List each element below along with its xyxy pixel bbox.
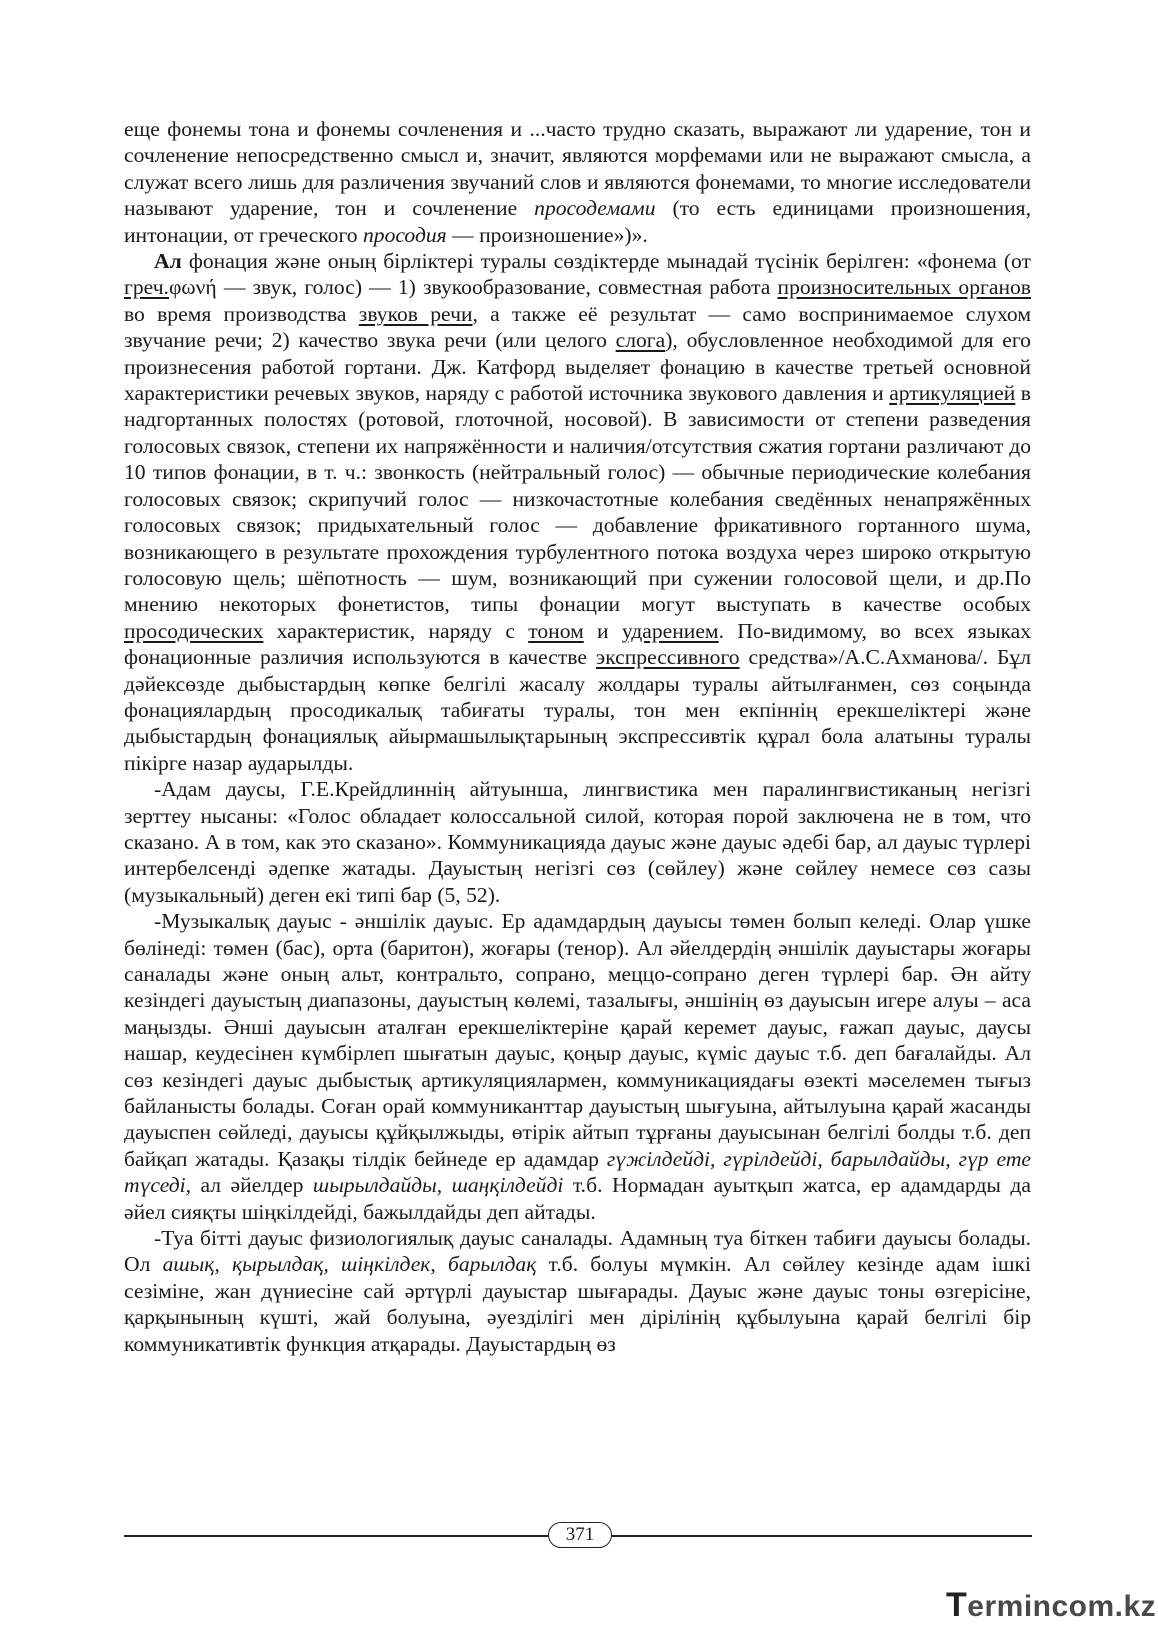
text-run: -Туа бітті дауыс физиологиялық дауыс саналады. Адамның туа біткен табиғи дауысы болады. Ол xyxy=(124,1226,1031,1277)
footer-rule-right xyxy=(612,1535,1032,1537)
text-run: φωνή — звук, голос) — 1) звукообразование, совместная работа xyxy=(168,275,778,300)
text-run: -Музыкалық дауыс - әншілік дауыс. Ер адамдардың дауысы төмен болып келеді. Олар үшке бөлінеді: төмен (бас), орта (баритон), жоғары (тенор). Ал әйелдердің әншілік дауыстары жоғары саналады және оның альт, контральто, сопрано, меццо-сопрано деген түрлері бар. Ән айту кезіндегі дауыстың диапазоны, дауыстың көлемі, тазалығы, әншінің өз дауысын игере алуы – аса маңызды. Әнші дауысын аталған ерекшеліктеріне қарай керемет дауыс, ғажап дауыс, даусы нашар, кеудесінен күмбірлеп шығатын дауыс, қоңыр дауыс, күміс дауыс т.б. деп бағалайды. Ал сөз кезіндегі дауыс дыбыстық артикуляциялармен, коммуникациядағы өзекті мәселемен тығыз байланысты болады. Соған орай коммуниканттар дауыстың шығуына, айтылуына қарай жасанды дауыспен сөйледі, дауысы құйқылжыды, өтірік айтып тұрғаны дауысынан белгілі болды т.б. деп байқап жатады. Қазақы тілдік бейнеде ер адамдар xyxy=(124,909,1031,1171)
italic-term: просодия xyxy=(363,222,447,247)
page-number: 371 xyxy=(548,1522,612,1548)
text-run: ал әйелдер xyxy=(191,1173,313,1198)
text-run: в надгортанных полостях (ротовой, глоточной, носовой). В зависимости от степени разведения голосовых связок, степени их напряжённости и наличия/отсутствия сжатия гортани различают до 10 типов фонации, в т. ч.: звонкость (нейтральный голос) — обычные периодические колебания голосовых связок; скрипучий голос — низкочастотные колебания сведённых ненапряжённых голосовых связок; придыхательный голос — добавление фрикативного гортанного шума, возникающего в результате прохождения турбулентного потока воздуха через широко открытую голосовую щель; шёпотность — шум, возникающий при сужении голосовой щели, и др.По мнению некоторых фонетистов, типы фонации могут выступать в качестве особых xyxy=(124,381,1031,617)
text-run: еще фонемы тона и фонемы сочленения и ...часто трудно сказать, выражают ли ударение, тон и сочленение непосредственно смысл и, значит, являются морфемами или не выражают смысла, а служат всего лишь для различения звучаний слов и являются фонемами, то многие исследователи называют ударение, тон и сочленение xyxy=(124,117,1031,221)
text-run: во время производства xyxy=(124,301,359,326)
watermark-initial: T xyxy=(946,1586,968,1624)
text-run: — произношение»)». xyxy=(446,222,648,247)
underlined-term: просодических xyxy=(124,618,264,643)
body-text xyxy=(124,116,1031,1357)
italic-term: шырылдайды, шаңқілдейді xyxy=(312,1173,564,1198)
paragraph xyxy=(124,116,1031,248)
underlined-term: произносительных органов xyxy=(777,275,1031,300)
italic-term: просодемами xyxy=(534,196,656,221)
text-run: т.б. Нормадан ауытқып жатса, ер адамдарды да әйел сияқты шіңкілдейді, бажылдайды деп айтады. xyxy=(124,1173,1031,1224)
underlined-term: ударением xyxy=(621,618,719,643)
underlined-term: греч. xyxy=(124,275,169,300)
text-run: . По-видимому, во всех языках фонационные различия используются в качестве xyxy=(124,618,1031,670)
underlined-term: тоном xyxy=(528,618,584,643)
text-run: , а также её результат — само воспринимаемое слухом звучание речи; 2) качество звука речи (или целого xyxy=(124,301,1031,353)
underlined-term: экспрессивного xyxy=(595,645,740,670)
text-run: и xyxy=(583,618,622,643)
text-run: средства»/А.С.Ахманова/. Бұл дәйексөзде дыбыстардың көпке белгілі жасалу жолдары туралы айтылғанмен, сөз соңында фонациялардың просодикалық табиғаты туралы, тон мен екпіннің ерекшеліктері және дыбыстардың фонациялық айырмашылықтарының экспрессивтік құрал бола алатыны туралы пікірге назар аударылды. xyxy=(124,645,1031,775)
text-run: фонация және оның бірліктері туралы сөздіктерде мынадай түсінік берілген: «фонема (от xyxy=(181,249,1031,274)
underlined-term: слога xyxy=(615,328,666,353)
paragraph xyxy=(124,1225,1031,1357)
text-run: т.б. болуы мүмкін. Ал сөйлеу кезінде адам ішкі сезіміне, жан дүниесіне сай әртүрлі дауыстар шығарады. Дауыс және дауыс тоны өзгерісіне, қарқынының күшті, жай болуына, әуезділігі мен дірілінің құбылуына қарай белгілі бір коммуникативтік функция атқарады. Дауыстардың өз xyxy=(124,1252,1031,1356)
italic-term: гүжілдейді, гүрілдейді, барылдайды, гүр ете түседі, xyxy=(124,1146,1032,1198)
text-run: характеристик, наряду с xyxy=(263,618,529,643)
footer-rule-left xyxy=(124,1535,548,1537)
watermark-rest: ermincоm.kz xyxy=(967,1590,1157,1623)
text-run: (то есть единицами произношения, интонации, от греческого xyxy=(124,196,1031,247)
paragraph xyxy=(124,776,1031,908)
site-watermark xyxy=(946,1586,1156,1622)
underlined-term: звуков речи xyxy=(358,301,473,326)
paragraph xyxy=(124,908,1031,1225)
italic-term: ашық, қырылдақ, шіңкілдек, барылдақ xyxy=(162,1252,537,1277)
text-run: -Адам даусы, Г.Е.Крейдлиннің айтуынша, лингвистика мен паралингвистиканың негізгі зерттеу нысаны: «Голос обладает колоссальной силой, которая порой заключена не в том, что сказано. А в том, как это сказано». Коммуникацияда дауыс және дауыс әдебі бар, ал дауыс түрлері интербелсенді әдепке жатады. Дауыстың негізгі сөз (сөйлеу) және сөйлеу немесе сөз сазы (музыкальный) деген екі типі бар (5, 52). xyxy=(124,777,1031,907)
underlined-term: артикуляцией xyxy=(889,381,1016,406)
text-run: ), обусловленное необходимой для его произнесения работой гортани. Дж. Катфорд выделяет фонацию в качестве третьей основной характеристики речевых звуков, наряду с работой источника звукового давления и xyxy=(124,328,1031,406)
bold-term: Ал xyxy=(154,249,182,274)
paragraph xyxy=(124,248,1031,776)
